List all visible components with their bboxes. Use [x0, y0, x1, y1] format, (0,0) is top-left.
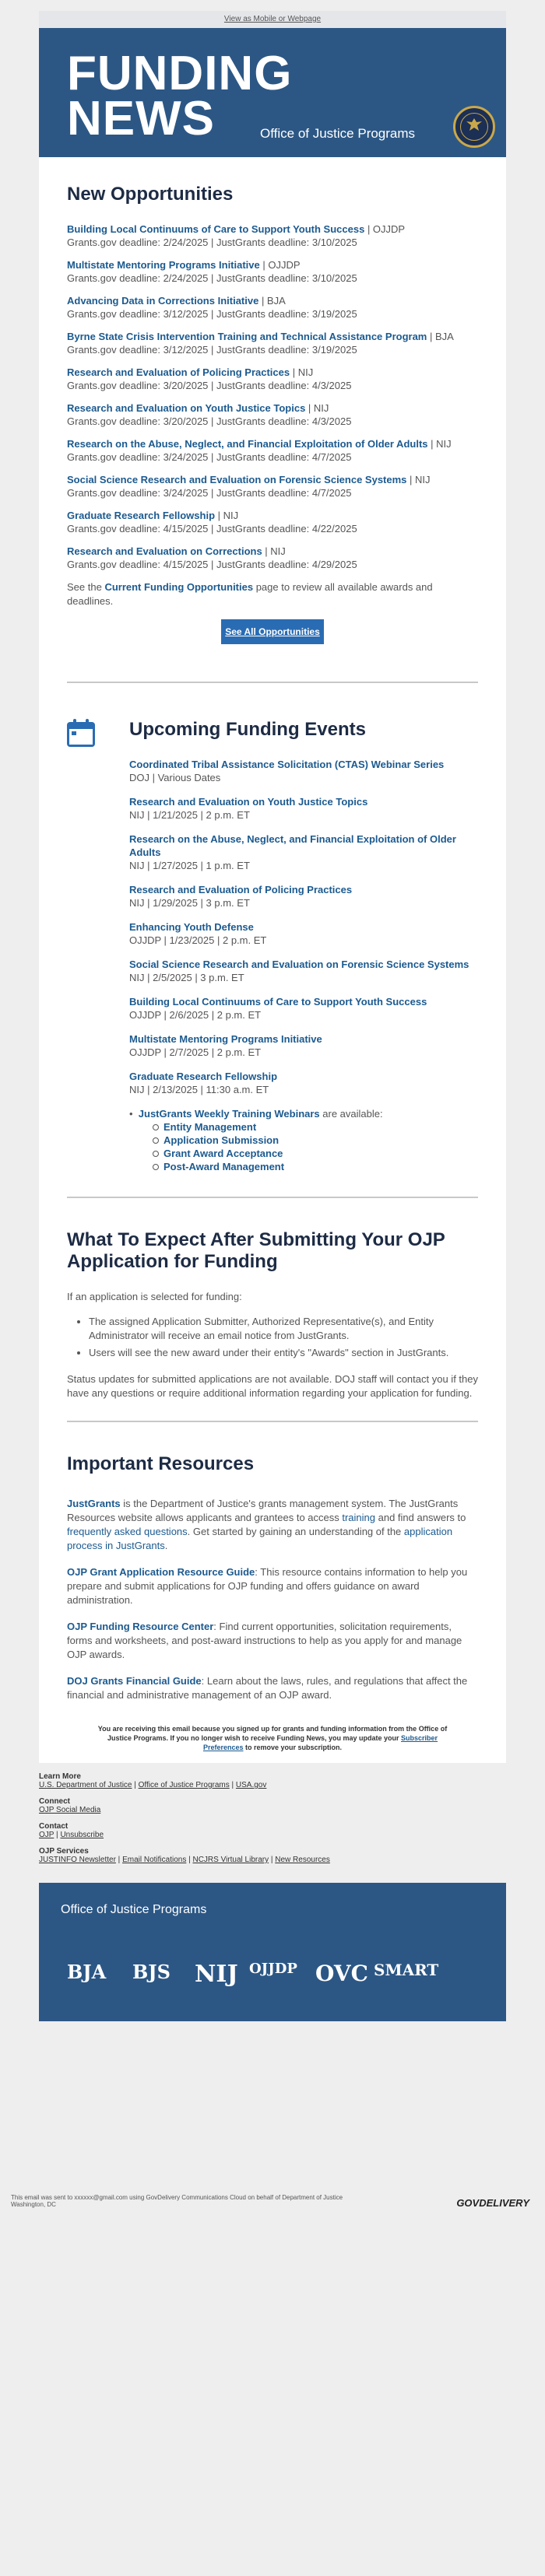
event-link[interactable]: Building Local Continuums of Care to Support Youth Success [129, 996, 427, 1008]
opportunity-agency: | NIJ [290, 366, 314, 378]
opportunity-link[interactable]: Research and Evaluation of Policing Practices [67, 366, 290, 378]
opportunity-item [67, 258, 478, 285]
opportunity-link[interactable]: Social Science Research and Evaluation on Forensic Science Systems [67, 474, 407, 485]
opportunity-deadlines: Grants.gov deadline: 3/12/2025 | JustGrants deadline: 3/19/2025 [67, 308, 357, 320]
opportunity-item [67, 366, 478, 392]
opportunity-link[interactable]: Multistate Mentoring Programs Initiative [67, 259, 260, 271]
event-item [129, 1070, 478, 1096]
webinars-bullet: • JustGrants Weekly Training Webinars are available: Entity Management Application Submission Grant Award Acceptance Post-Award Management [129, 1107, 478, 1173]
expect-bullet: • The assigned Application Submitter, Authorized Representative(s), and Entity Administrator will receive an email notice from JustGrants. [89, 1315, 478, 1343]
opportunity-item [67, 509, 478, 535]
social-media-link[interactable]: OJP Social Media [39, 1806, 101, 1814]
bottom-bar [0, 2185, 545, 2231]
opportunity-deadlines: Grants.gov deadline: 4/15/2025 | JustGrants deadline: 4/22/2025 [67, 523, 357, 534]
footer-separator: | [269, 1856, 276, 1864]
webinar-topic-item [153, 1120, 478, 1134]
opportunity-item [67, 437, 478, 464]
program-logo-ovc[interactable]: OVC [315, 1961, 368, 1986]
expect-bullet: • Users will see the new award under their entity's "Awards" section in JustGrants. [89, 1346, 478, 1360]
opportunity-agency: | OJJDP [364, 223, 406, 235]
expect-bullets [67, 1315, 478, 1360]
opportunity-agency: | BJA [427, 331, 454, 342]
event-link[interactable]: Enhancing Youth Defense [129, 921, 254, 933]
opportunity-item [67, 223, 478, 249]
program-logo-ojjdp[interactable]: OJJDP [249, 1961, 297, 1977]
event-item [129, 1032, 478, 1059]
event-meta: OJJDP | 2/6/2025 | 2 p.m. ET [129, 1009, 262, 1021]
event-link[interactable]: Graduate Research Fellowship [129, 1071, 278, 1082]
subscriber-preferences-link[interactable]: Subscriber Preferences [202, 1734, 438, 1751]
financial-guide-paragraph: DOJ Grants Financial Guide: Learn about the laws, rules, and regulations that affect the financial and administrative management of an OJP award. [67, 1675, 468, 1701]
learn-links [39, 1781, 506, 1789]
justgrants-link[interactable]: JustGrants [67, 1498, 121, 1509]
footer-separator: | [54, 1831, 61, 1839]
event-link[interactable]: Research on the Abuse, Neglect, and Financial Exploitation of Older Adults [129, 833, 456, 858]
resource-center-link[interactable]: OJP Funding Resource Center [67, 1621, 214, 1632]
opportunity-deadlines: Grants.gov deadline: 3/20/2025 | JustGrants deadline: 4/3/2025 [67, 380, 352, 391]
event-meta: OJJDP | 1/23/2025 | 2 p.m. ET [129, 934, 267, 946]
event-item [129, 958, 478, 984]
opportunity-agency: | OJJDP [259, 259, 301, 271]
footer-links [39, 1763, 506, 1883]
resource-center-paragraph: OJP Funding Resource Center: Find current opportunities, solicitation requirements, forms and worksheets, and post-award instructions to help as you apply for and manage OJP awards. [67, 1621, 462, 1660]
opportunity-deadlines: Grants.gov deadline: 3/12/2025 | JustGrants deadline: 3/19/2025 [67, 344, 357, 356]
top-bar [39, 0, 506, 28]
webinars-link[interactable]: JustGrants Weekly Training Webinars [138, 1108, 320, 1120]
event-item [129, 883, 478, 909]
event-meta: NIJ | 1/27/2025 | 1 p.m. ET [129, 860, 250, 871]
opportunity-item [67, 545, 478, 571]
opportunity-link[interactable]: Research and Evaluation on Youth Justice Topics [67, 402, 306, 414]
opportunity-link[interactable]: Research and Evaluation on Corrections [67, 545, 262, 557]
footer-separator: | [132, 1781, 139, 1789]
opportunity-deadlines: Grants.gov deadline: 2/24/2025 | JustGrants deadline: 3/10/2025 [67, 237, 357, 248]
webinar-topic-item [153, 1134, 478, 1147]
opportunity-link[interactable]: Research on the Abuse, Neglect, and Financial Exploitation of Older Adults [67, 438, 428, 450]
footer-heading-learn: Learn More [39, 1772, 81, 1781]
event-link[interactable]: Coordinated Tribal Assistance Solicitation (CTAS) Webinar Series [129, 759, 445, 770]
opportunity-item [67, 401, 478, 428]
event-item [129, 995, 478, 1022]
expect-intro: If an application is selected for funding: [67, 1291, 242, 1302]
banner-subtitle: Office of Justice Programs [260, 126, 416, 141]
program-logo-nij[interactable]: NIJ [195, 1961, 238, 1988]
opportunity-item [67, 473, 478, 499]
footer-service-link[interactable]: JUSTINFO Newsletter [39, 1856, 116, 1864]
opportunity-agency: | NIJ [406, 474, 431, 485]
footer-service-link[interactable]: NCJRS Virtual Library [192, 1856, 269, 1864]
footer-service-link[interactable]: Email Notifications [122, 1856, 187, 1864]
event-item [129, 920, 478, 947]
opportunity-deadlines: Grants.gov deadline: 3/20/2025 | JustGrants deadline: 4/3/2025 [67, 415, 352, 427]
newsletter-title: FUNDING NEWS [67, 47, 293, 145]
guide-paragraph: OJP Grant Application Resource Guide: This resource contains information to help you prepare and submit applications for OJP funding and offers guidance on award administration. [67, 1566, 468, 1606]
webinar-topic-link[interactable]: Entity Management [164, 1121, 257, 1133]
view-webpage-link[interactable]: View as Mobile or Webpage [39, 11, 506, 28]
footer-heading-contact: Contact [39, 1822, 69, 1831]
ojp-footer-title: Office of Justice Programs [61, 1903, 207, 1916]
webinar-topic-link[interactable]: Grant Award Acceptance [164, 1148, 283, 1159]
sent-notice: This email was sent to xxxxxx@gmail.com using GovDelivery Communications Cloud on behalf of Department of Justice Washington, DC [11, 2194, 343, 2208]
section-heading-expect: What To Expect After Submitting Your OJP Application for Funding [67, 1229, 445, 1272]
footer-separator: | [229, 1781, 236, 1789]
doj-seal-icon [453, 106, 495, 148]
opportunity-deadlines: Grants.gov deadline: 2/24/2025 | JustGrants deadline: 3/10/2025 [67, 272, 357, 284]
webinar-topics [153, 1120, 478, 1173]
event-link[interactable]: Research and Evaluation of Policing Practices [129, 884, 353, 895]
footer-separator: | [186, 1856, 193, 1864]
webinar-topic-link[interactable]: Application Submission [164, 1134, 280, 1146]
opportunity-agency: | NIJ [262, 545, 286, 557]
opportunity-deadlines: Grants.gov deadline: 3/24/2025 | JustGrants deadline: 4/7/2025 [67, 451, 352, 463]
opportunity-agency: | NIJ [305, 402, 329, 414]
footer-contact-link[interactable]: Unsubscribe [60, 1831, 104, 1839]
event-meta: DOJ | Various Dates [129, 772, 221, 783]
program-logo-bjs[interactable]: BJS [132, 1961, 171, 1983]
event-meta: NIJ | 2/13/2025 | 11:30 a.m. ET [129, 1084, 269, 1095]
footer-heading-services: OJP Services [39, 1847, 89, 1856]
opportunities-list [67, 223, 478, 571]
header-banner [39, 28, 506, 157]
event-meta: NIJ | 1/29/2025 | 3 p.m. ET [129, 897, 250, 909]
opportunity-item [67, 330, 478, 356]
footer-heading-connect: Connect [39, 1797, 70, 1806]
webinar-topic-item [153, 1147, 478, 1160]
events-list [67, 758, 478, 1096]
webinar-topic-item [153, 1160, 478, 1173]
opportunity-agency: | NIJ [427, 438, 452, 450]
content-card [39, 157, 506, 1718]
opportunity-deadlines: Grants.gov deadline: 3/24/2025 | JustGrants deadline: 4/7/2025 [67, 487, 352, 499]
ojp-footer-banner [39, 1883, 506, 2021]
footer-service-link[interactable]: New Resources [275, 1856, 330, 1864]
opportunity-deadlines: Grants.gov deadline: 4/15/2025 | JustGrants deadline: 4/29/2025 [67, 559, 357, 570]
contact-links [39, 1831, 506, 1839]
opportunity-link[interactable]: Advancing Data in Corrections Initiative [67, 295, 259, 307]
application-guide-link[interactable]: OJP Grant Application Resource Guide [67, 1566, 255, 1578]
govdelivery-logo: GOVDELIVERY [456, 2197, 529, 2209]
event-link[interactable]: Research and Evaluation on Youth Justice Topics [129, 796, 368, 808]
event-meta: NIJ | 2/5/2025 | 3 p.m. ET [129, 972, 244, 983]
justgrants-paragraph: JustGrants is the Department of Justice's grants management system. The JustGrants Resources website allows applicants and grantees to access training and find answers to frequently asked questions. Get started by gaining an understanding of the application process in JustGrants. [67, 1498, 466, 1551]
footer-contact-link[interactable]: OJP [39, 1831, 54, 1839]
financial-guide-link[interactable]: DOJ Grants Financial Guide [67, 1675, 202, 1687]
current-opportunities-link[interactable]: Current Funding Opportunities [104, 581, 254, 593]
calendar-icon [67, 719, 95, 747]
faq-link[interactable]: frequently asked questions [67, 1526, 188, 1537]
training-link[interactable]: training [342, 1512, 375, 1523]
opportunity-agency: | BJA [258, 295, 286, 307]
event-link[interactable]: Multistate Mentoring Programs Initiative [129, 1033, 322, 1045]
footer-learn-link[interactable]: Office of Justice Programs [138, 1781, 230, 1789]
section-heading-resources: Important Resources [67, 1453, 255, 1474]
opportunity-link[interactable]: Graduate Research Fellowship [67, 510, 216, 521]
section-heading-events: Upcoming Funding Events [129, 719, 366, 740]
footer-separator: | [115, 1856, 123, 1864]
event-meta: OJJDP | 2/7/2025 | 2 p.m. ET [129, 1046, 262, 1058]
event-item [129, 795, 478, 822]
event-meta: NIJ | 1/21/2025 | 2 p.m. ET [129, 809, 250, 821]
application-process-link[interactable]: application process in JustGrants [67, 1526, 453, 1551]
see-all-opportunities-button[interactable]: See All Opportunities [221, 619, 324, 644]
webinar-topic-link[interactable]: Post-Award Management [164, 1161, 285, 1172]
events-section [67, 719, 478, 1173]
program-logo-smart[interactable]: SMART [374, 1961, 439, 1979]
event-item [129, 832, 478, 872]
opportunity-item [67, 294, 478, 321]
footer-learn-link[interactable]: U.S. Department of Justice [39, 1781, 132, 1789]
service-links [39, 1856, 506, 1864]
event-item [129, 758, 478, 784]
opportunities-note: See the Current Funding Opportunities page to review all available awards and deadlines. [67, 581, 433, 607]
section-heading-opportunities: New Opportunities [67, 184, 234, 205]
subscription-disclaimer: You are receiving this email because you signed up for grants and funding information from the Office of Justice Programs. If you no longer wish to receive Funding News, you may update your Subscriber Preferences to remove your subscription. [39, 1718, 506, 1763]
footer-learn-link[interactable]: USA.gov [235, 1781, 267, 1789]
event-link[interactable]: Social Science Research and Evaluation on Forensic Science Systems [129, 959, 469, 970]
opportunity-link[interactable]: Byrne State Crisis Intervention Training and Technical Assistance Program [67, 331, 427, 342]
program-logo-bja[interactable]: BJA [67, 1961, 107, 1983]
status-text: Status updates for submitted applications are not available. DOJ staff will contact you if they have any questions or require additional information regarding your application for funding. [67, 1373, 478, 1399]
opportunity-link[interactable]: Building Local Continuums of Care to Support Youth Success [67, 223, 365, 235]
opportunity-agency: | NIJ [215, 510, 239, 521]
